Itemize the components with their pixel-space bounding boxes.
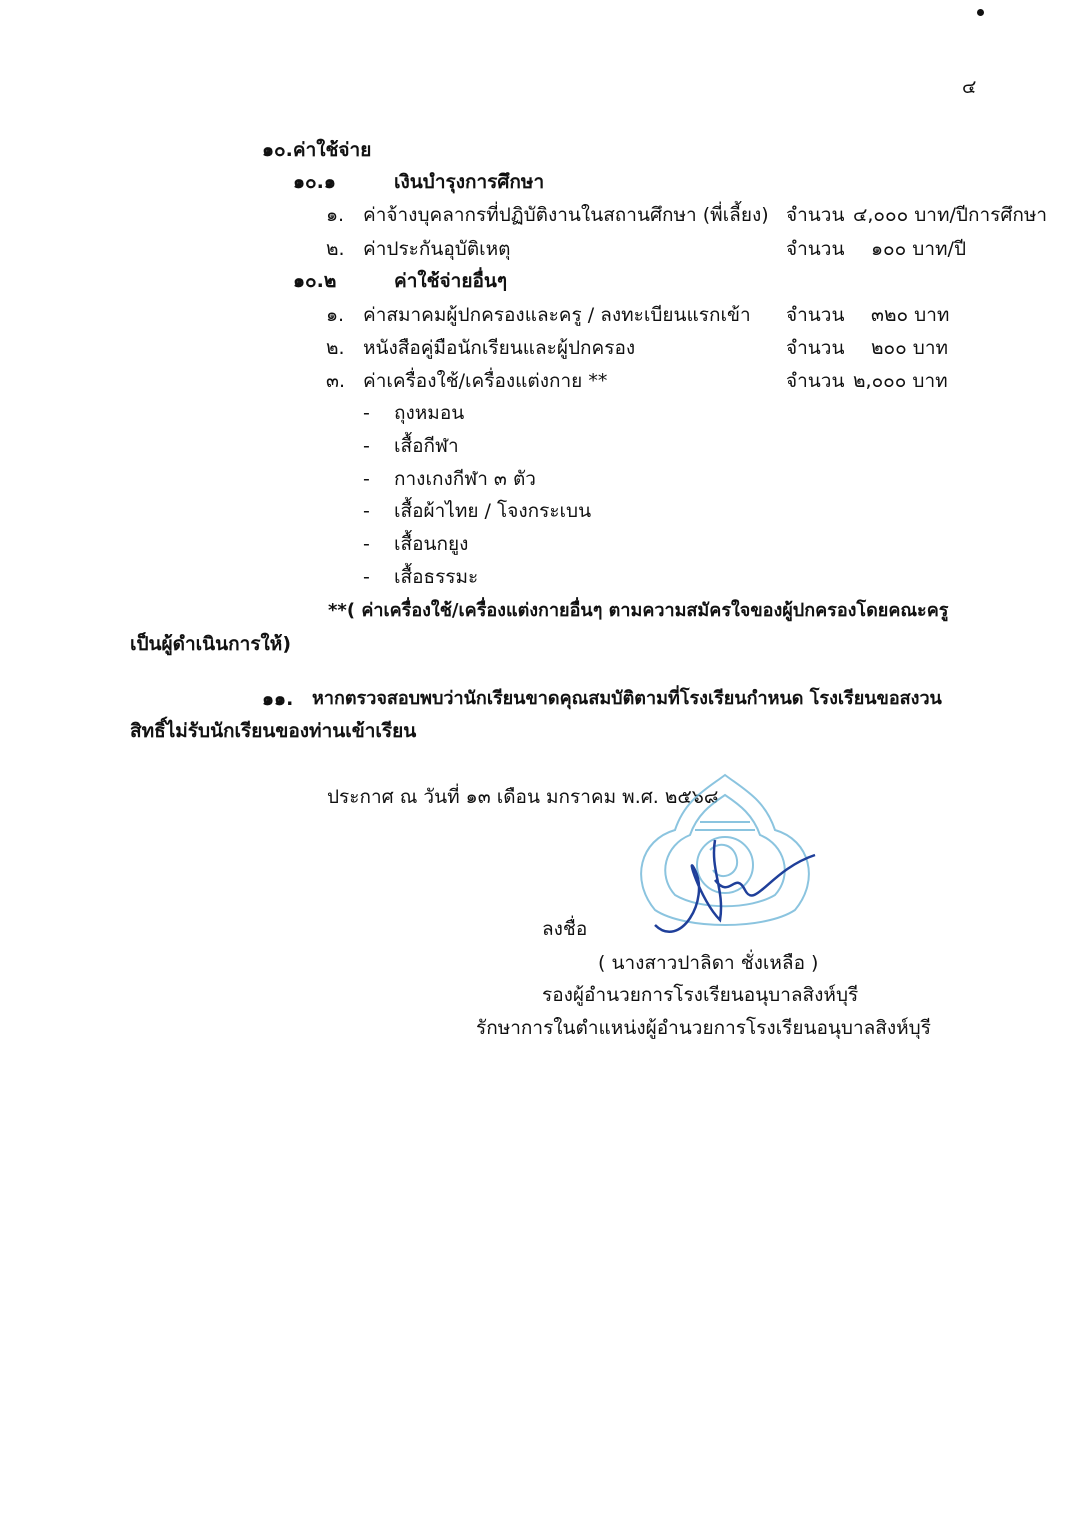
- uniform-item: ถุงหมอน: [394, 402, 465, 424]
- section-11-line2: สิทธิ์ไม่รับนักเรียนของท่านเข้าเรียน: [130, 720, 417, 742]
- uniform-note-line1: **( ค่าเครื่องใช้/เครื่องแต่งกายอื่นๆ ตามความสมัครใจของผู้ปกครองโดยคณะครู: [328, 600, 949, 621]
- section-10-title: ๑๐.ค่าใช้จ่าย: [262, 139, 372, 161]
- fee-item-amount: ๑๐๐ บาท/ปี: [871, 238, 967, 260]
- page-dot: [977, 9, 984, 16]
- fee-item-amount: ๒๐๐ บาท: [871, 337, 949, 359]
- bullet-dash: -: [363, 468, 370, 490]
- section-10-1-number: ๑๐.๑: [293, 171, 336, 193]
- signatory-title-2: รักษาการในตำแหน่งผู้อำนวยการโรงเรียนอนุบาลสิงห์บุรี: [476, 1017, 931, 1039]
- section-10-1-title: เงินบำรุงการศึกษา: [394, 171, 545, 193]
- fee-item-number: ๑.: [326, 204, 345, 226]
- bullet-dash: -: [363, 566, 370, 588]
- fee-item-number: ๒.: [326, 238, 345, 260]
- signature-icon: [640, 830, 820, 950]
- fee-item-label: ค่าประกันอุบัติเหตุ: [363, 238, 511, 260]
- fee-item-label: หนังสือคู่มือนักเรียนและผู้ปกครอง: [363, 337, 636, 359]
- uniform-note-line2: เป็นผู้ดำเนินการให้): [130, 633, 292, 655]
- fee-item-amount-label: จำนวน: [786, 238, 845, 260]
- fee-item-label: ค่าเครื่องใช้/เครื่องแต่งกาย **: [363, 370, 608, 392]
- fee-item-number: ๓.: [326, 370, 346, 392]
- fee-item-number: ๑.: [326, 304, 345, 326]
- bullet-dash: -: [363, 533, 370, 555]
- fee-item-label: ค่าจ้างบุคลากรที่ปฏิบัติงานในสถานศึกษา (พี่เลี้ยง): [363, 204, 769, 226]
- uniform-item: เสื้อกีฬา: [394, 435, 459, 457]
- section-11-line1: หากตรวจสอบพบว่านักเรียนขาดคุณสมบัติตามที่โรงเรียนกำหนด โรงเรียนขอสงวน: [312, 688, 942, 709]
- fee-item-amount-label: จำนวน: [786, 370, 845, 392]
- fee-item-amount-label: จำนวน: [786, 337, 845, 359]
- signatory-title-1: รองผู้อำนวยการโรงเรียนอนุบาลสิงห์บุรี: [542, 984, 859, 1006]
- fee-item-amount-label: จำนวน: [786, 204, 845, 226]
- bullet-dash: -: [363, 500, 370, 522]
- bullet-dash: -: [363, 402, 370, 424]
- section-10-2-number: ๑๐.๒: [293, 270, 337, 292]
- fee-item-number: ๒.: [326, 337, 345, 359]
- uniform-item: เสื้อนกยูง: [394, 533, 469, 555]
- signature-label: ลงชื่อ: [542, 918, 588, 940]
- fee-item-amount: ๔,๐๐๐ บาท/ปีการศึกษา: [853, 204, 1048, 226]
- signatory-name: ( นางสาวปาลิดา ชั่งเหลือ ): [598, 952, 819, 974]
- section-11-number: ๑๑.: [262, 688, 294, 710]
- uniform-item: เสื้อผ้าไทย / โจงกระเบน: [394, 500, 592, 522]
- uniform-item: กางเกงกีฬา ๓ ตัว: [394, 468, 536, 490]
- bullet-dash: -: [363, 435, 370, 457]
- section-10-2-title: ค่าใช้จ่ายอื่นๆ: [394, 270, 508, 292]
- page-number: ๔: [962, 76, 977, 98]
- fee-item-amount: ๓๒๐ บาท: [871, 304, 950, 326]
- fee-item-amount: ๒,๐๐๐ บาท: [853, 370, 948, 392]
- fee-item-amount-label: จำนวน: [786, 304, 845, 326]
- uniform-item: เสื้อธรรมะ: [394, 566, 479, 588]
- fee-item-label: ค่าสมาคมผู้ปกครองและครู / ลงทะเบียนแรกเข้า: [363, 304, 751, 326]
- announcement-date: ประกาศ ณ วันที่ ๑๓ เดือน มกราคม พ.ศ. ๒๕๖๘: [327, 786, 719, 808]
